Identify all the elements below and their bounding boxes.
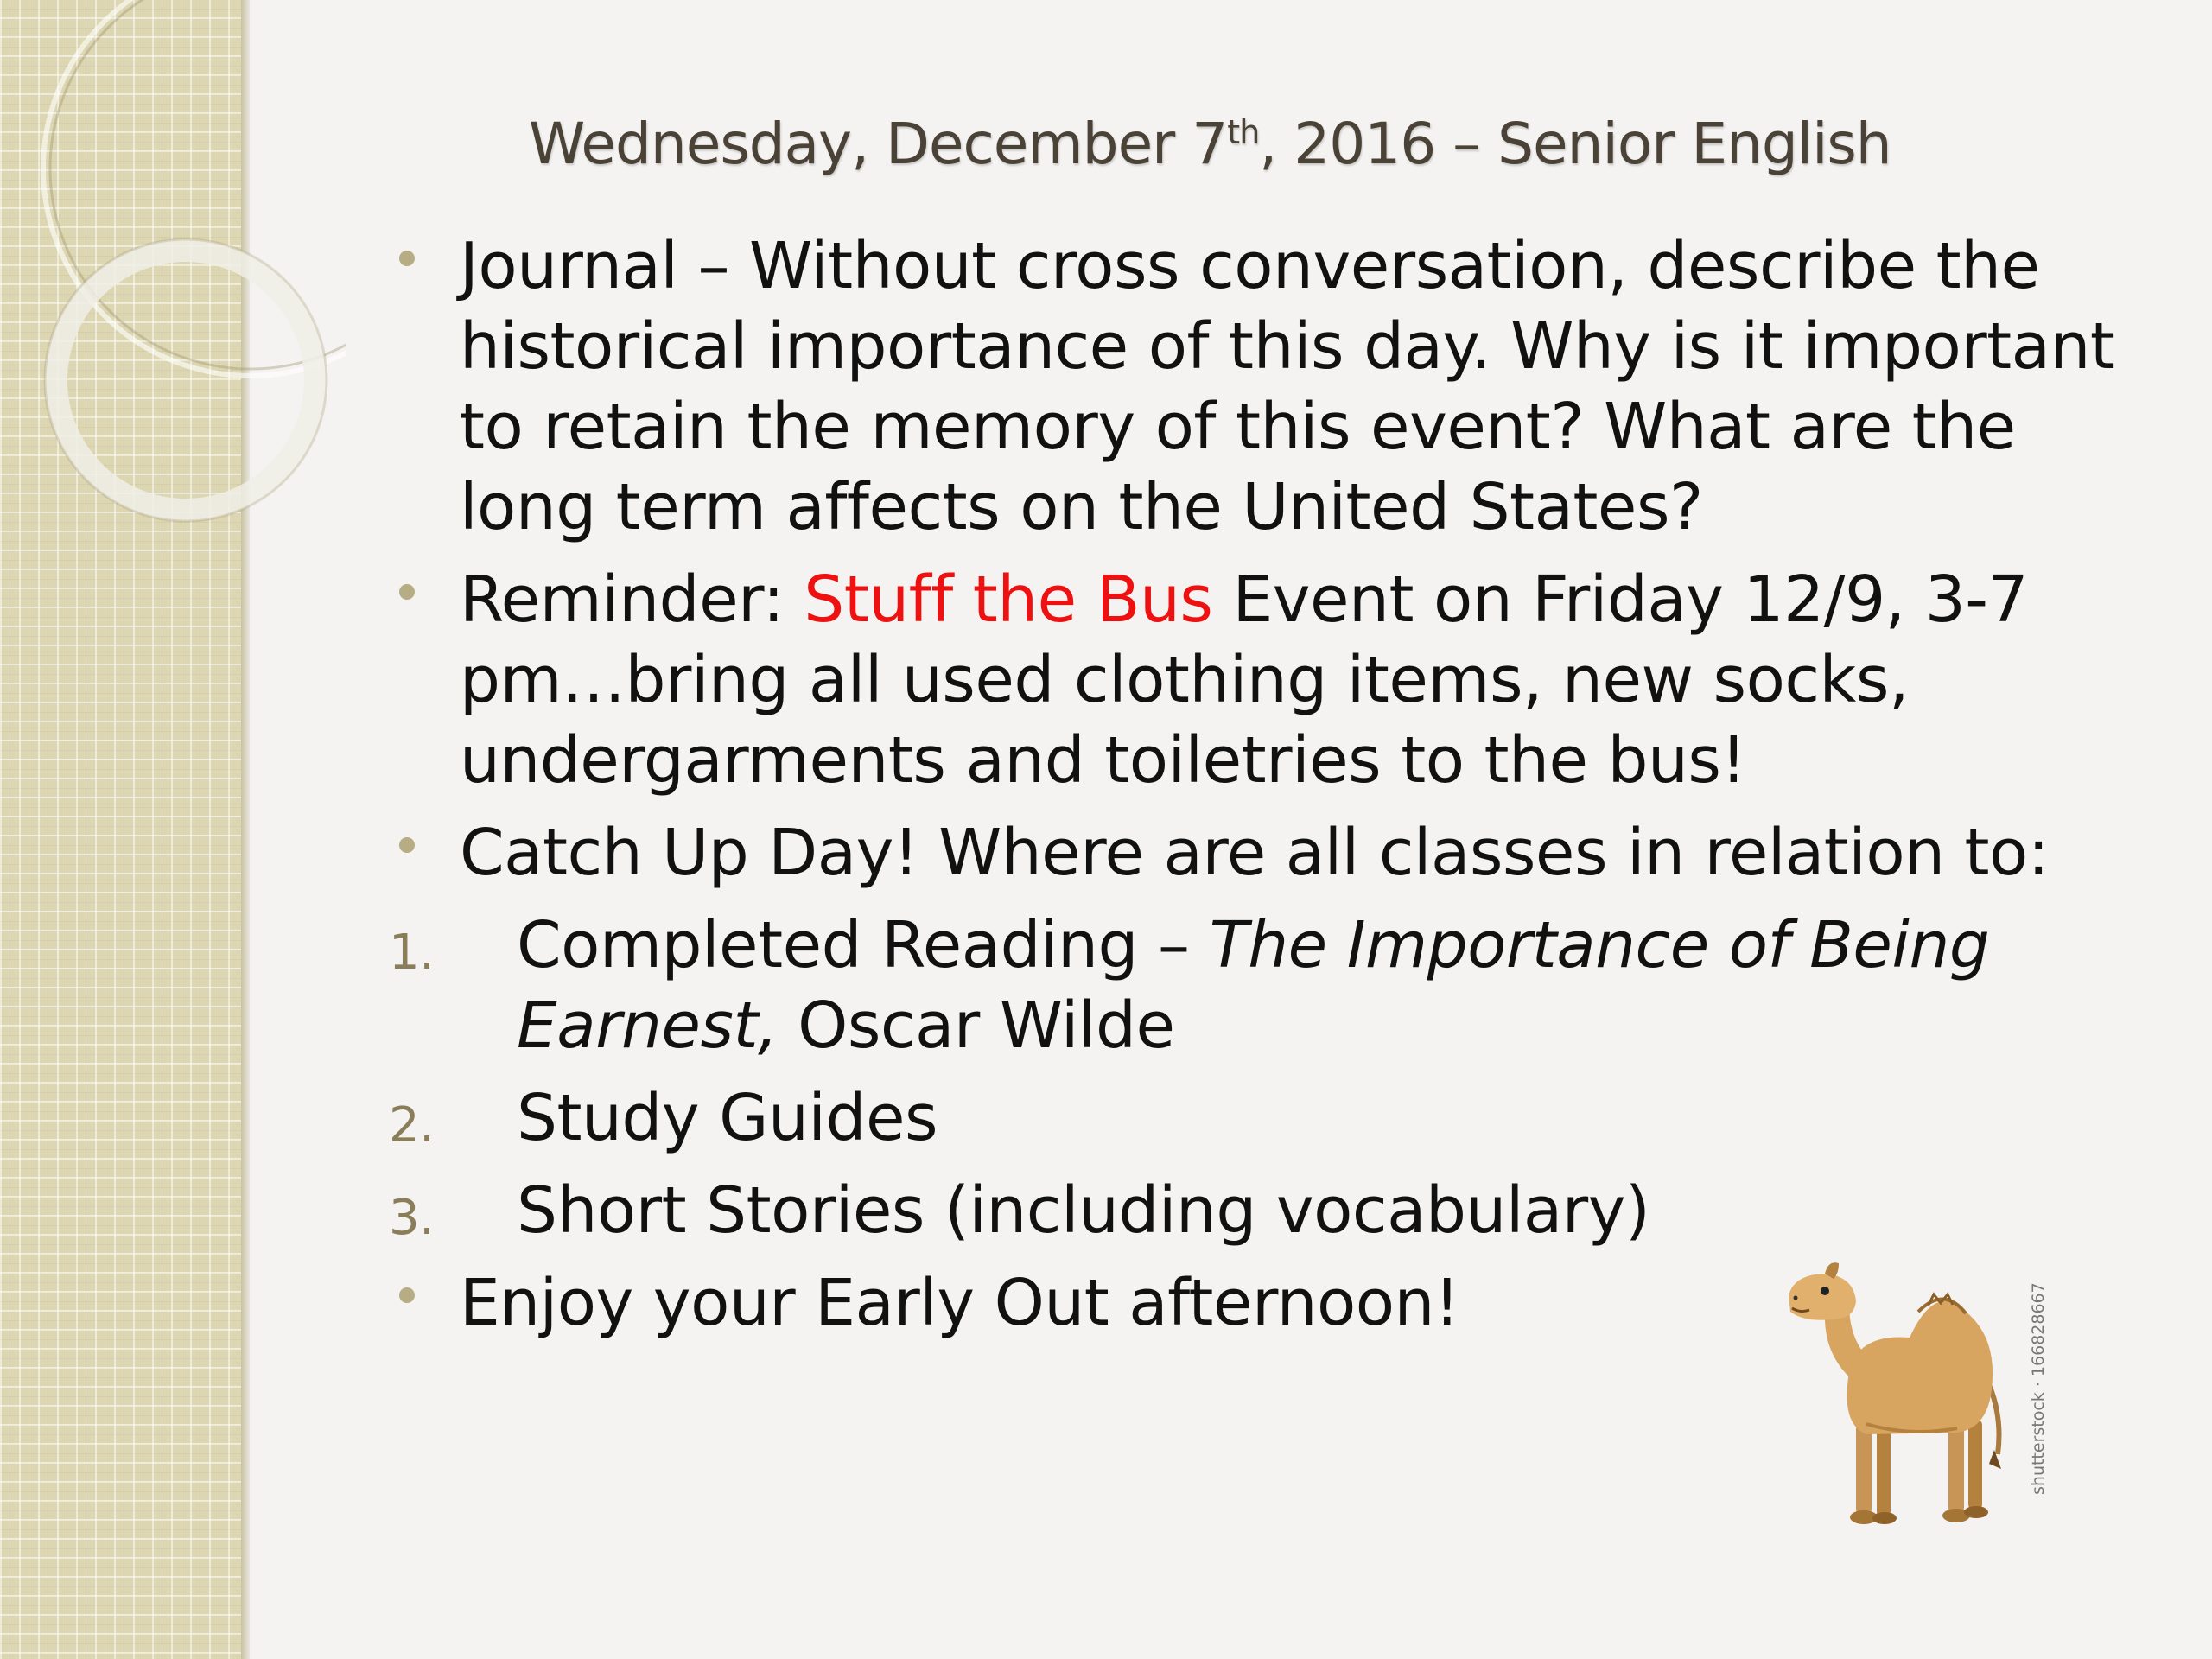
- watermark-text: shutterstock · 166828667: [2029, 1282, 2048, 1495]
- numbered-item-3: 3. Short Stories (including vocabulary): [389, 1173, 1650, 1248]
- numbered-item-1: 1. Completed Reading – The Importance of Being Earnest, Oscar Wilde: [389, 908, 1990, 1063]
- decorative-rings: [0, 0, 346, 553]
- slide-body: [380, 226, 2134, 1356]
- bullet-dot-icon: [399, 837, 415, 853]
- bullet-dot-icon: [399, 584, 415, 600]
- book-title: The Importance of Being Earnest,: [517, 908, 1990, 1063]
- numbered-item-2: 2. Study Guides: [389, 1081, 938, 1155]
- bullet-journal: Journal – Without cross conversation, describe the historical importance of this day. Why is it important to retain the memory of this event? What are the long term affects on the United States?: [380, 226, 2134, 548]
- bullet-dot-icon: [399, 1287, 415, 1303]
- bullet-dot-icon: [399, 251, 415, 266]
- bullet-early-out: Enjoy your Early Out afternoon!: [380, 1263, 2134, 1344]
- bullet-catch-up: Catch Up Day! Where are all classes in relation to:: [380, 813, 2134, 893]
- slide-title: Wednesday, December 7th, 2016 – Senior English: [529, 111, 1891, 177]
- bullet-reminder: Reminder: Stuff the Bus Event on Friday 12/9, 3-7 pm…bring all used clothing items, new socks, undergarments and toiletries to the bus!: [380, 560, 2134, 801]
- stuff-the-bus-highlight: Stuff the Bus: [804, 563, 1213, 637]
- camel-icon: [1771, 1251, 2022, 1536]
